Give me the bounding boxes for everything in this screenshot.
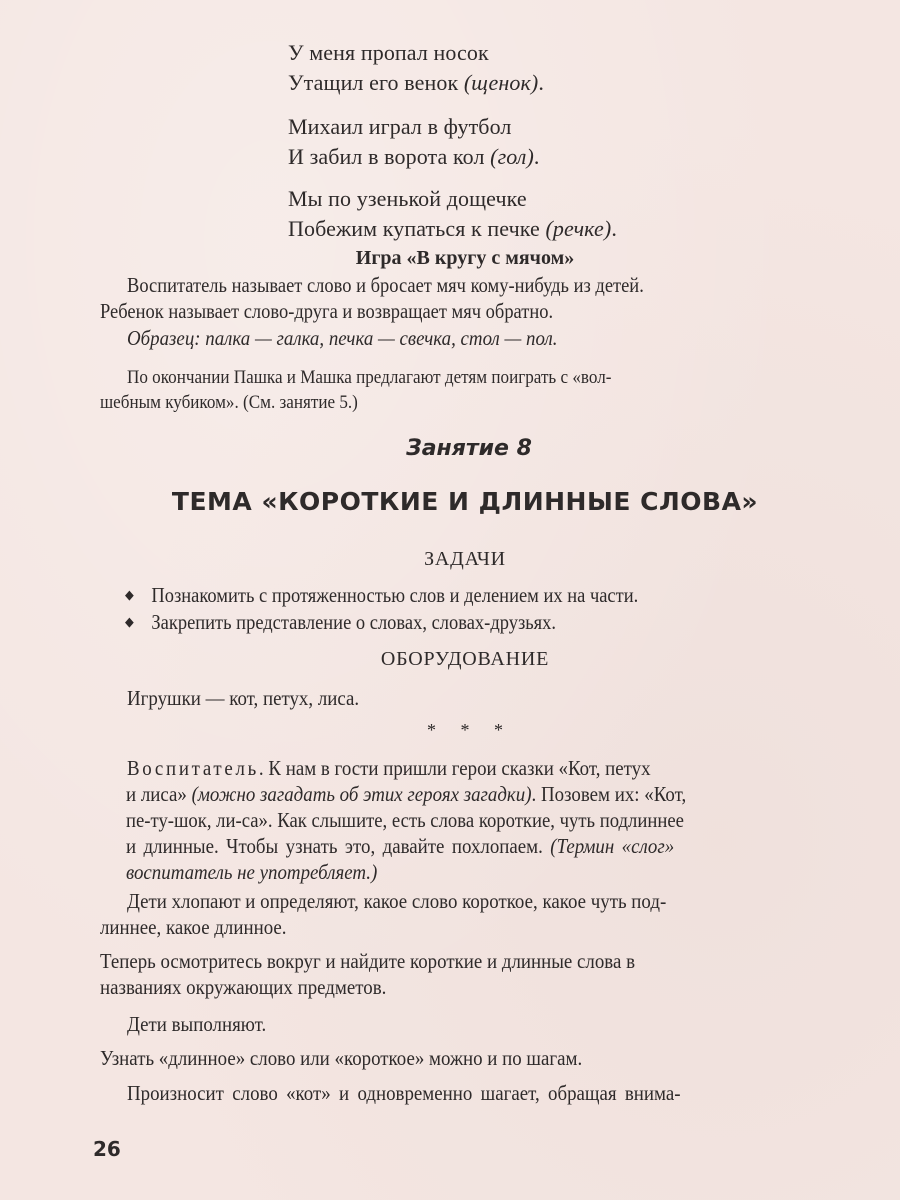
paragraph-line: Узнать «длинное» слово или «короткое» можно и по шагам. <box>100 1046 583 1070</box>
poem-answer: (речке) <box>545 216 612 241</box>
closing-paragraph-line: По окончании Пашка и Машка предлагают детям поиграть с «вол- <box>127 367 612 388</box>
game-title: Игра «В кругу с мячом» <box>355 247 575 269</box>
dialogue-line: пе-ту-шок, ли-са». Как слышите, есть слова короткие, чуть подлиннее <box>126 808 684 832</box>
section-separator: * * * <box>427 720 513 740</box>
poem-line: И забил в ворота кол (гол). <box>288 144 540 169</box>
poem-answer: (гол) <box>490 144 534 169</box>
task-item: ◆ Познакомить с протяженностью слов и делением их на части. <box>125 580 638 610</box>
poem-answer: (щенок) <box>463 70 539 95</box>
paragraph-line: Дети выполняют. <box>127 1012 267 1036</box>
dialogue-line: воспитатель не употребляет.) <box>126 860 378 884</box>
game-example: Образец: палка — галка, печка — свечка, стол — пол. <box>127 326 558 350</box>
equipment-heading: ОБОРУДОВАНИЕ <box>380 648 550 670</box>
dialogue-line: и длинные. Чтобы узнать это, давайте похлопаем. (Термин «слог» <box>126 834 675 858</box>
closing-paragraph-line: шебным кубиком». (См. занятие 5.) <box>100 392 358 413</box>
task-item: ◆ Закрепить представление о словах, словах-друзьях. <box>125 607 556 637</box>
paragraph-line: Произносит слово «кот» и одновременно шагает, обращая внима- <box>127 1081 681 1105</box>
equipment-text: Игрушки — кот, петух, лиса. <box>127 686 360 710</box>
lesson-topic: ТЕМА «КОРОТКИЕ И ДЛИННЫЕ СЛОВА» <box>171 487 759 516</box>
poem-line: Михаил играл в футбол <box>288 114 512 139</box>
tasks-heading: ЗАДАЧИ <box>424 548 506 570</box>
poem-1 <box>288 38 544 98</box>
paragraph-line: линнее, какое длинное. <box>100 915 287 939</box>
game-paragraph-line: Воспитатель называет слово и бросает мяч кому-нибудь из детей. <box>127 273 644 297</box>
bullet-diamond-icon: ◆ <box>125 587 134 602</box>
poem-2 <box>288 112 540 172</box>
poem-3 <box>288 184 617 244</box>
paragraph-line: Теперь осмотритесь вокруг и найдите короткие и длинные слова в <box>100 949 636 973</box>
poem-line: Мы по узенькой дощечке <box>288 186 527 211</box>
page-number: 26 <box>93 1137 121 1161</box>
dialogue-line: Воспитатель. К нам в гости пришли герои сказки «Кот, петух <box>127 756 651 780</box>
paragraph-line: Дети хлопают и определяют, какое слово короткое, какое чуть под- <box>127 889 667 913</box>
dialogue-line: и лиса» (можно загадать об этих героях загадки). Позовем их: «Кот, <box>126 782 687 806</box>
paragraph-line: названиях окружающих предметов. <box>100 975 387 999</box>
poem-line: Утащил его венок (щенок). <box>288 70 544 95</box>
lesson-number: Занятие 8 <box>406 436 532 461</box>
poem-line: У меня пропал носок <box>288 40 489 65</box>
game-paragraph-line: Ребенок называет слово-друга и возвращает мяч обратно. <box>100 299 554 323</box>
speaker-name: Воспитатель <box>127 756 259 780</box>
poem-line: Побежим купаться к печке (речке). <box>288 216 617 241</box>
bullet-diamond-icon: ◆ <box>125 614 134 629</box>
